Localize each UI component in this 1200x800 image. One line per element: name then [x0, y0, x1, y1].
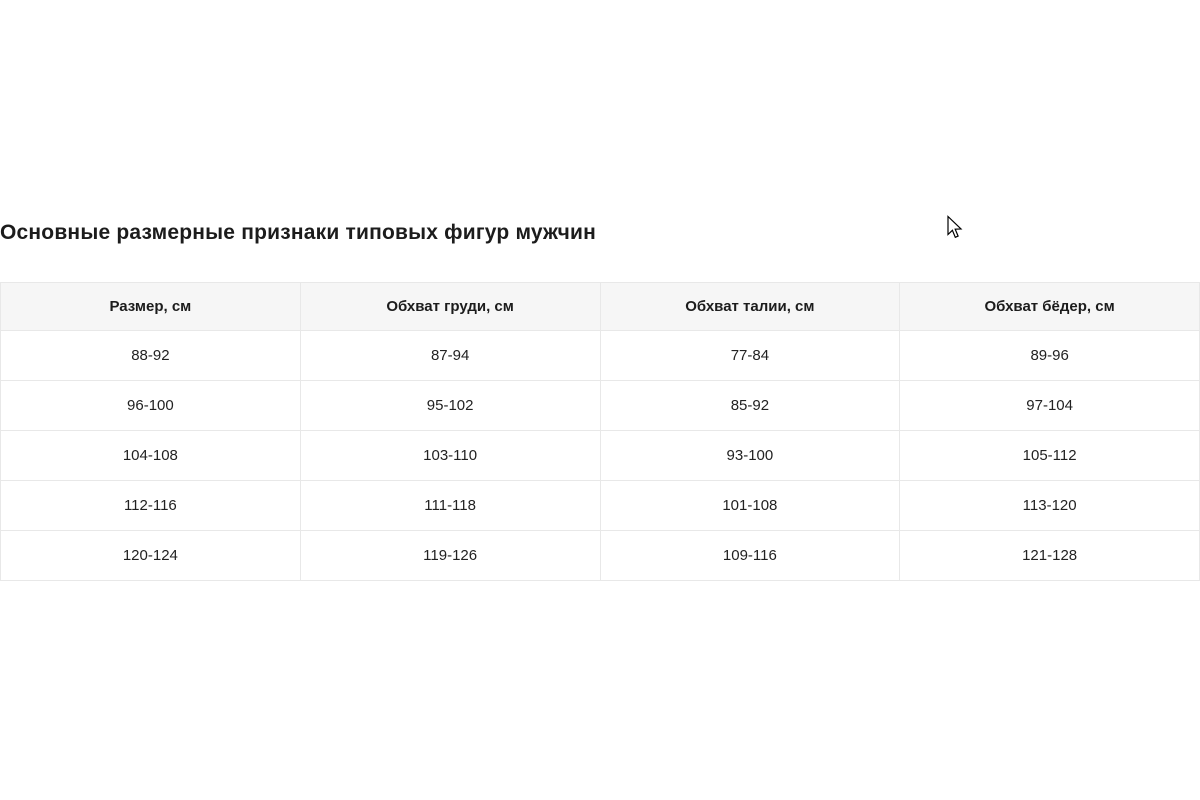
cell-chest: 87-94 — [300, 331, 600, 381]
table-row — [1, 481, 1200, 531]
cell-chest: 95-102 — [300, 381, 600, 431]
cell-size: 120-124 — [1, 531, 301, 581]
cell-hips: 89-96 — [900, 331, 1200, 381]
size-chart-table — [0, 282, 1200, 581]
cell-chest: 111-118 — [300, 481, 600, 531]
column-header-hips: Обхват бёдер, см — [900, 283, 1200, 331]
cell-waist: 109-116 — [600, 531, 900, 581]
cell-size: 96-100 — [1, 381, 301, 431]
table-row — [1, 331, 1200, 381]
cell-waist: 85-92 — [600, 381, 900, 431]
cell-waist: 101-108 — [600, 481, 900, 531]
column-header-size: Размер, см — [1, 283, 301, 331]
cursor-arrow-icon — [946, 215, 964, 241]
table-row — [1, 431, 1200, 481]
column-header-chest: Обхват груди, см — [300, 283, 600, 331]
cell-waist: 93-100 — [600, 431, 900, 481]
cell-chest: 119-126 — [300, 531, 600, 581]
cell-size: 112-116 — [1, 481, 301, 531]
cell-chest: 103-110 — [300, 431, 600, 481]
column-header-waist: Обхват талии, см — [600, 283, 900, 331]
table-row — [1, 381, 1200, 431]
table-header-row — [1, 283, 1200, 331]
page-title: Основные размерные признаки типовых фигур мужчин — [0, 221, 597, 244]
cell-hips: 105-112 — [900, 431, 1200, 481]
cell-hips: 97-104 — [900, 381, 1200, 431]
cell-hips: 113-120 — [900, 481, 1200, 531]
cell-hips: 121-128 — [900, 531, 1200, 581]
table-row — [1, 531, 1200, 581]
cell-size: 104-108 — [1, 431, 301, 481]
cell-waist: 77-84 — [600, 331, 900, 381]
cell-size: 88-92 — [1, 331, 301, 381]
